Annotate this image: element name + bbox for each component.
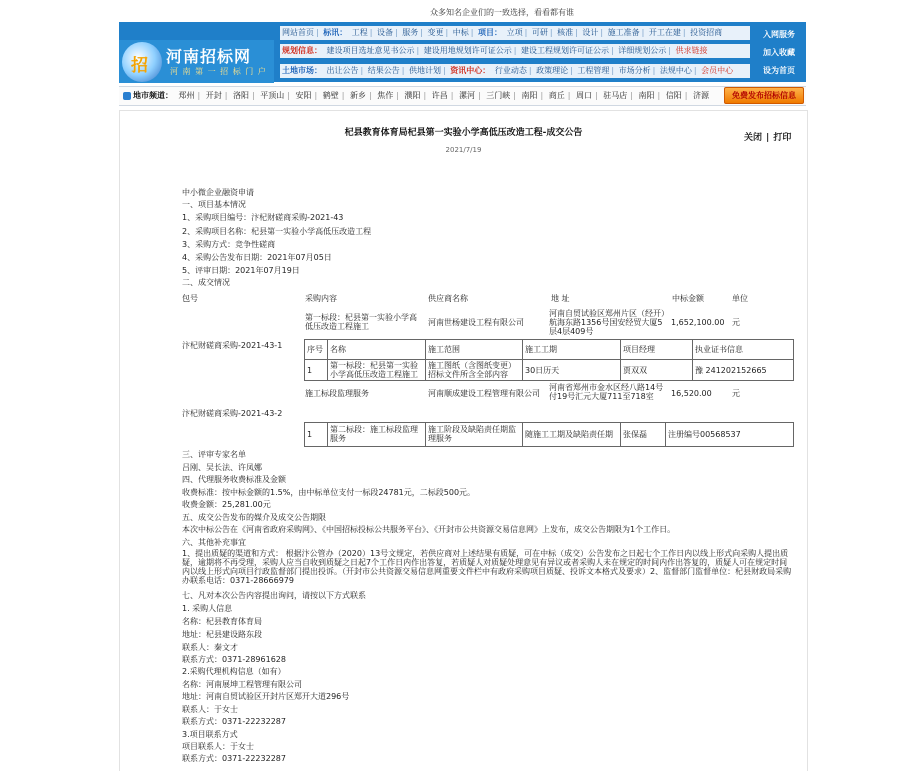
- contact-line: 地址：河南自贸试验区开封片区郑开大道296号: [182, 692, 350, 701]
- city-puyang[interactable]: 濮阳: [404, 91, 421, 100]
- nav-result-notice[interactable]: 结果公告: [367, 66, 400, 75]
- nav-construction-prep[interactable]: 施工准备: [607, 28, 640, 37]
- add-favorite-link[interactable]: 加入收藏: [763, 48, 795, 57]
- contact-line: 名称：河南展坤工程管理有限公司: [182, 680, 302, 689]
- city-channel-bar: 地市频道： 郑州 | 开封 | 洛阳 | 平顶山 | 安阳 | 鹤壁 | 新乡 | 焦作 | 濮阳 | 许昌 | 漯河 | 三门峡 | 南阳 | 商丘 | 周口 | 驻马店 | 南阳 | 信阳 | 济源: [119, 86, 806, 106]
- nav-policy[interactable]: 政策理论: [536, 66, 569, 75]
- contact-line: 联系人：秦文才: [182, 643, 238, 652]
- table-border: [425, 422, 426, 446]
- pkg1-supplier: 河南世杨建设工程有限公司: [428, 318, 524, 327]
- nav-supply-links[interactable]: 供求链接: [675, 46, 708, 55]
- contact-line: 3.项目联系方式: [182, 730, 238, 739]
- pkg1-unit: 元: [732, 318, 740, 327]
- city-zhumadian[interactable]: 驻马店: [603, 91, 628, 100]
- review-date: 5、评审日期：2021年07月19日: [182, 266, 300, 275]
- col-header-supplier: 供应商名称: [428, 294, 468, 303]
- nav-design[interactable]: 设计: [582, 28, 599, 37]
- nav-label-land: 土地市场：: [282, 66, 322, 75]
- financing-link[interactable]: 中小微企业融资申请: [182, 188, 254, 197]
- nav-equipment[interactable]: 设备: [377, 28, 394, 37]
- pkg1-sub-header-cert: 执业证书信息: [695, 345, 743, 354]
- section-heading: 五、成交公告发布的媒介及成交公告期限: [182, 513, 326, 522]
- nav-market[interactable]: 市场分析: [618, 66, 651, 75]
- announcement-date: 4、采购公告发布日期：2021年07月05日: [182, 253, 332, 262]
- nav-row-land: 土地市场： 出让公告 | 结果公告 | 供地计划 | 资讯中心： 行业动态 | 政策理论 | 工程管理 | 市场分析 | 法规中心 | 会员中心: [280, 64, 750, 78]
- pkg1-sub-period: 30日历天: [525, 366, 560, 375]
- city-channel-icon: [123, 92, 131, 100]
- pkg1-sub-cert: 豫 241202152665: [695, 366, 767, 375]
- col-header-package: 包号: [182, 294, 198, 303]
- contact-line: 地址：杞县建设路东段: [182, 630, 262, 639]
- pkg2-sub-manager: 张保磊: [623, 430, 647, 439]
- nav-engineering[interactable]: 工程: [351, 28, 368, 37]
- city-luoyang[interactable]: 洛阳: [233, 91, 250, 100]
- pkg2-supplier: 河南顺成建设工程管理有限公司: [428, 389, 540, 398]
- table-border: [425, 339, 426, 380]
- nav-site-selection[interactable]: 建设项目选址意见书公示: [326, 46, 415, 55]
- nav-transfer-notice[interactable]: 出让公告: [326, 66, 359, 75]
- city-nanyang[interactable]: 南阳: [521, 91, 538, 100]
- project-number: 1、采购项目编号：汴杞财磋商采购-2021-43: [182, 213, 344, 222]
- city-zhengzhou[interactable]: 郑州: [178, 91, 195, 100]
- media-statement: 本次中标公告在《河南省政府采购网》、《中国招标投标公共服务平台》、《开封市公共资源交易信息网》上发布，成交公告期限为1个工作日。: [182, 525, 676, 534]
- pkg2-sub-period: 随施工工期及缺陷责任期: [525, 430, 613, 439]
- nav-project-mgmt[interactable]: 工程管理: [577, 66, 610, 75]
- pkg2-amount: 16,520.00: [671, 389, 712, 398]
- supplement-text: 1、提出质疑的渠道和方式： 根据汴公管办（2020）13号文规定，若供应商对上述结果有质疑，可在中标（成交）公告发布之日起七个工作日内以线上形式向采购人提出质疑，逾期将不再受理，采购人应当自收到质疑之日起7个工作日内作出答复，若质疑人对质疑处理意见有异议或者采购人未在规定的时间内作出答复的，质疑人可在规定时间内以线上形式向项目行政监督部门提出投诉。（开封市公共资源交易信息网重要文件栏中有政府采购项目质疑、投诉文本格式及要求）2、监督部门监督单位：杞县财政局采购办联系电话：0371-28666979: [182, 549, 792, 585]
- pkg1-sub-header-no: 序号: [307, 345, 323, 354]
- city-kaifeng[interactable]: 开封: [205, 91, 222, 100]
- nav-row-planning: 规划信息： 建设项目选址意见书公示 | 建设用地规划许可证公示 | 建设工程规划许可证公示 | 详细规划公示 | 供求链接: [280, 44, 750, 58]
- table-border: [327, 422, 328, 446]
- header-right-links: [752, 26, 806, 80]
- city-channel-label: 地市频道：: [133, 91, 173, 100]
- table-border: [620, 339, 621, 380]
- pkg1-address: 河南自贸试验区郑州片区（经开）航海东路1356号国安经贸大厦5层4层409号: [549, 309, 665, 336]
- fee-amount: 收费金额：25,281.00元: [182, 500, 271, 509]
- pkg2-number: 汴杞财磋商采购-2021-43-2: [182, 409, 283, 418]
- nav-supply-plan[interactable]: 供地计划: [409, 66, 442, 75]
- pkg2-sub-no: 1: [307, 430, 313, 439]
- city-hebi[interactable]: 鹤壁: [322, 91, 339, 100]
- pkg1-sub-manager: 贾双双: [623, 366, 647, 375]
- nav-engineering-permit[interactable]: 建设工程规划许可证公示: [521, 46, 610, 55]
- pkg2-sub-scope: 施工阶段及缺陷责任期监理服务: [428, 425, 516, 443]
- project-name: 2、采购项目名称：杞县第一实验小学高低压改造工程: [182, 227, 372, 236]
- section-heading: 一、项目基本情况: [182, 200, 246, 209]
- expert-list: 吕刚、吴长法、许凤娜: [182, 463, 262, 472]
- pkg1-sub-header-name: 名称: [330, 345, 346, 354]
- city-anyang[interactable]: 安阳: [295, 91, 312, 100]
- pkg1-sub-header-manager: 项目经理: [623, 345, 655, 354]
- city-jiaozuo[interactable]: 焦作: [377, 91, 394, 100]
- nav-investment[interactable]: 投资招商: [690, 28, 723, 37]
- city-xinxiang[interactable]: 新乡: [350, 91, 367, 100]
- nav-label-news: 资讯中心：: [450, 66, 491, 75]
- join-service-link[interactable]: 入网服务: [763, 30, 795, 39]
- table-border: [692, 339, 693, 380]
- header-tagline[interactable]: 众多知名企业们的一致选择，看看都有谁: [430, 8, 574, 17]
- contact-line: 项目联系人：于女士: [182, 742, 254, 751]
- pkg1-number: 汴杞财磋商采购-2021-43-1: [182, 341, 283, 350]
- fee-standard: 收费标准：按中标金额的1.5%，由中标单位支付一标段24781元，二标段500元。: [182, 488, 476, 497]
- logo-emblem-icon: [122, 42, 162, 82]
- contact-line: 联系方式：0371-22232287: [182, 717, 286, 726]
- pkg2-unit: 元: [732, 389, 740, 398]
- pkg1-amount: 1,652,100.00: [671, 318, 725, 327]
- nav-regulations[interactable]: 法规中心: [659, 66, 692, 75]
- col-header-amount: 中标金额: [672, 294, 704, 303]
- city-xinyang[interactable]: 信阳: [665, 91, 682, 100]
- article-actions: 关闭 | 打印: [744, 133, 792, 143]
- nav-approval[interactable]: 立项: [506, 28, 523, 37]
- table-border: [327, 339, 328, 380]
- section-heading: 六、其他补充事宜: [182, 538, 246, 547]
- nav-ratified[interactable]: 核准: [557, 28, 574, 37]
- nav-row-projects: 网站首页 | 标讯： 工程 | 设备 | 服务 | 变更 | 中标 | 项目： 立项 | 可研 | 核准 | 设计 | 施工准备 | 开工在建 | 投资招商: [280, 26, 750, 40]
- set-homepage-link[interactable]: 设为首页: [763, 66, 795, 75]
- col-header-content: 采购内容: [305, 294, 337, 303]
- col-header-unit: 单位: [732, 294, 748, 303]
- pkg2-sub-cert: 注册编号00568537: [668, 430, 741, 439]
- nav-service[interactable]: 服务: [402, 28, 419, 37]
- nav-industry-news[interactable]: 行业动态: [494, 66, 527, 75]
- contact-line: 1. 采购人信息: [182, 604, 233, 613]
- section-heading: 三、评审专家名单: [182, 450, 246, 459]
- nav-home[interactable]: 网站首页: [282, 28, 314, 37]
- nav-winning[interactable]: 中标: [452, 28, 469, 37]
- print-link[interactable]: 打印: [773, 133, 792, 143]
- table-border: [665, 422, 666, 446]
- nav-land-permit[interactable]: 建设用地规划许可证公示: [423, 46, 512, 55]
- nav-feasibility[interactable]: 可研: [531, 28, 548, 37]
- pkg1-content: 第一标段：杞县第一实验小学高低压改造工程施工: [305, 313, 417, 331]
- pkg1-sub-no: 1: [307, 366, 313, 375]
- table-border: [522, 422, 523, 446]
- city-xuchang[interactable]: 许昌: [431, 91, 448, 100]
- nav-detailed-plan[interactable]: 详细规划公示: [618, 46, 667, 55]
- city-sanmenxia[interactable]: 三门峡: [486, 91, 511, 100]
- contact-line: 联系方式：0371-28961628: [182, 655, 286, 664]
- pkg1-detail-divider: [304, 359, 793, 360]
- section-heading: 四、代理服务收费标准及金额: [182, 475, 286, 484]
- contact-line: 联系人：于女士: [182, 705, 238, 714]
- section-heading: 二、成交情况: [182, 278, 230, 287]
- contact-line: 联系方式：0371-22232287: [182, 754, 286, 763]
- nav-label-bids: 标讯：: [323, 28, 348, 37]
- publish-tender-button[interactable]: 免费发布招标信息: [724, 87, 804, 104]
- logo-emblem-glyph: 招: [131, 56, 148, 76]
- city-jiyuan[interactable]: 济源: [693, 91, 710, 100]
- city-pingdingshan[interactable]: 平顶山: [260, 91, 285, 100]
- nav-member-center[interactable]: 会员中心: [701, 66, 734, 75]
- col-header-address: 地 址: [551, 294, 570, 303]
- nav-label-planning: 规划信息：: [282, 46, 322, 55]
- logo-title[interactable]: 河南招标网: [166, 47, 252, 66]
- section-heading: 七、凡对本次公告内容提出询问，请按以下方式联系: [182, 591, 366, 600]
- table-border: [620, 422, 621, 446]
- logo-subtitle: 河 南 第 一 招 标 门 户: [170, 67, 267, 76]
- pkg1-sub-header-scope: 施工范围: [428, 345, 460, 354]
- city-shangqiu[interactable]: 商丘: [548, 91, 565, 100]
- contact-line: 2.采购代理机构信息（如有）: [182, 667, 286, 676]
- city-luohe[interactable]: 漯河: [459, 91, 476, 100]
- pkg1-sub-name: 第一标段：杞县第一实验小学高低压改造工程施工: [330, 361, 418, 379]
- pkg2-sub-name: 第二标段：施工标段监理服务: [330, 425, 418, 443]
- city-zhoukou[interactable]: 周口: [576, 91, 593, 100]
- pkg2-address: 河南省郑州市金水区经八路14号付19号汇元大厦711至718室: [549, 383, 664, 401]
- city-nanyang-2[interactable]: 南阳: [638, 91, 655, 100]
- table-border: [522, 339, 523, 380]
- pkg2-content: 施工标段监理服务: [305, 389, 369, 398]
- article-title: 杞县教育体育局杞县第一实验小学高低压改造工程-成交公告: [344, 128, 583, 138]
- nav-change[interactable]: 变更: [427, 28, 444, 37]
- nav-label-projects: 项目：: [478, 28, 503, 37]
- article-date: 2021/7/19: [445, 146, 482, 154]
- pkg1-sub-scope: 施工图纸（含图纸变更）招标文件所含全部内容: [428, 361, 516, 379]
- procurement-method: 3、采购方式：竞争性磋商: [182, 240, 276, 249]
- nav-under-construction[interactable]: 开工在建: [648, 28, 681, 37]
- pkg1-sub-header-period: 施工工期: [525, 345, 557, 354]
- contact-line: 名称：杞县教育体育局: [182, 617, 262, 626]
- close-link[interactable]: 关闭: [744, 133, 763, 143]
